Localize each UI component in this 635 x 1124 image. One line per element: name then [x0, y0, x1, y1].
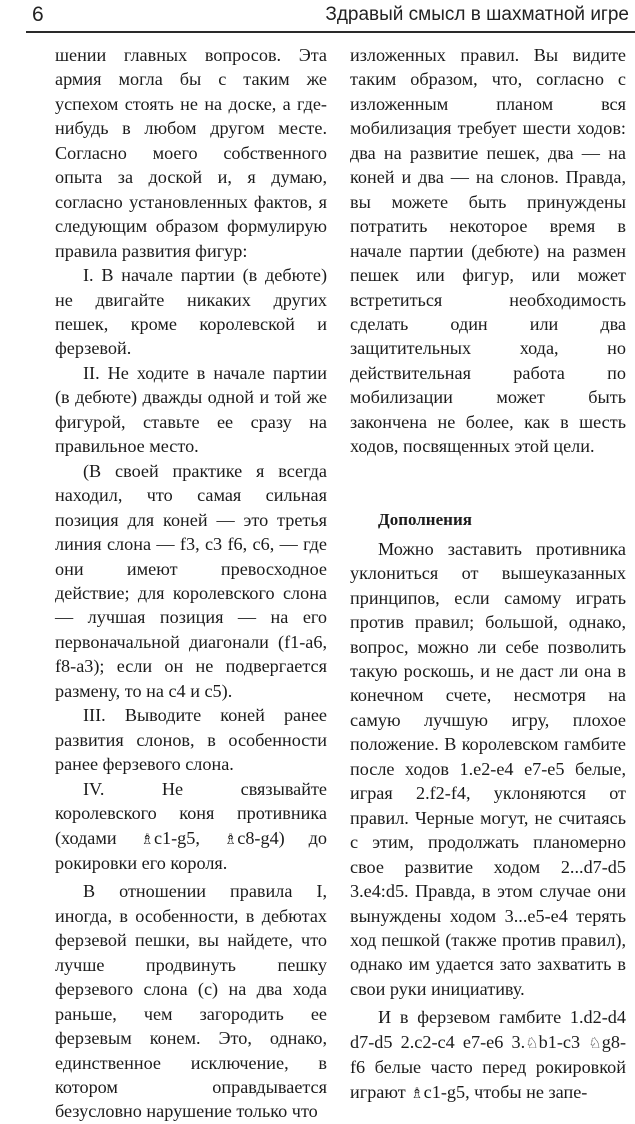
paragraph — [350, 1005, 626, 1105]
bishop-icon: ♗ — [223, 829, 238, 848]
bishop-icon: ♗ — [410, 1083, 424, 1102]
left-column — [55, 43, 327, 1124]
text-run: IV. Не связывайте королевского коня противника (ходами — [55, 778, 327, 848]
rule-four — [55, 777, 327, 876]
paragraph: (В своей практике я всегда находил, что самая сильная позиция для коней — это третья линия слона — f3, c3 f6, c6, — где они имеют превосходное действие; для королевского слона — лучшая позиция — на его первоначальной диагонали (f1-a6, f8-a3); если он не подвергается размену, то на c4 и c5). — [55, 460, 327, 701]
rule-one: I. В начале партии (в дебюте) не двигайте никаких других пешек, кроме королевской и ферзевой. — [55, 265, 327, 359]
running-header — [0, 0, 635, 34]
paragraph: шении главных вопросов. Эта армия могла бы с таким же успехом стоять не на доске, а где-нибудь в любом другом месте. Согласно моего собственного опыта за доской и, я думаю, согласно установленных фактов, я следующим образом формулирую правила развития фигур: — [55, 45, 327, 261]
knight-icon: ♘ — [588, 1033, 602, 1052]
text-run: c1-g5, чтобы не запе- — [423, 1081, 588, 1102]
header-rule — [26, 31, 635, 33]
knight-icon: ♘ — [525, 1033, 539, 1052]
paragraph: изложенных правил. Вы видите таким образом, что, согласно с изложенным планом вся мобилизация требует шести ходов: два на развитие пешек, два — на коней и два — на слонов. Правда, вы можете быть принуждены потратить некоторое время в начале партии (дебюте) на размен пешек или фигур, или может встретиться необходимость сделать один или два защитительных хода, но действительная работа по мобилизации может быть закончена не более, как в шесть ходов, посвященных этой цели. — [350, 45, 626, 457]
rule-two: II. Не ходите в начале партии (в дебюте) дважды одной и той же фигурой, ставьте ее сразу на правильное место. — [55, 362, 327, 457]
page-number: 6 — [32, 3, 44, 26]
paragraph: Можно заставить противника уклониться от вышеуказанных принципов, если самому играть против правил; большой, однако, вопрос, можно ли себе позволить такую роскошь, и не даст ли она в конечном счете, несмотря на самую лучшую игру, плохое положение. В королевском гамбите после ходов 1.e2-e4 e7-e5 белые, играя 2.f2-f4, уклоняются от правил. Черные могут, не считаясь с этим, продолжать планомерно свое развитие ходом 2...d7-d5 3.e4:d5. Правда, в этом случае они вынуждены ходом 3...e5-e4 терять ход пешкой (также против правил), однако им удается зато захватить в свои руки инициативу. — [350, 538, 626, 999]
text-run: c1-g5, — [153, 827, 224, 848]
bishop-icon: ♗ — [140, 829, 154, 848]
running-title: Здравый смысл в шахматной игре — [325, 4, 629, 25]
paragraph: В отношении правила I, иногда, в особенности, в дебютах ферзевой пешки, вы найдете, что лучше продвинуть пешку ферзевого слона (с) на два хода раньше, чем загородить ее ферзевым конем. Это, однако, единственное исключение, в котором оправдывается безусловно нарушение только что — [55, 881, 327, 1122]
section-heading: Дополнения — [378, 509, 472, 529]
text-run: И в ферзевом гамбите 1.d2-d4 d7-d5 2.c2-c4 e7-e6 3. — [350, 1007, 626, 1052]
text-run: c8-g4) до рокировки его короля. — [55, 827, 327, 873]
right-column — [350, 43, 626, 1105]
text-run: g8-f6 белые часто перед рокировкой играют — [350, 1031, 626, 1102]
text-run: b1-c3 — [538, 1031, 589, 1052]
rule-three: III. Выводите коней ранее развития слонов, в особенности ранее ферзевого слона. — [55, 705, 327, 775]
